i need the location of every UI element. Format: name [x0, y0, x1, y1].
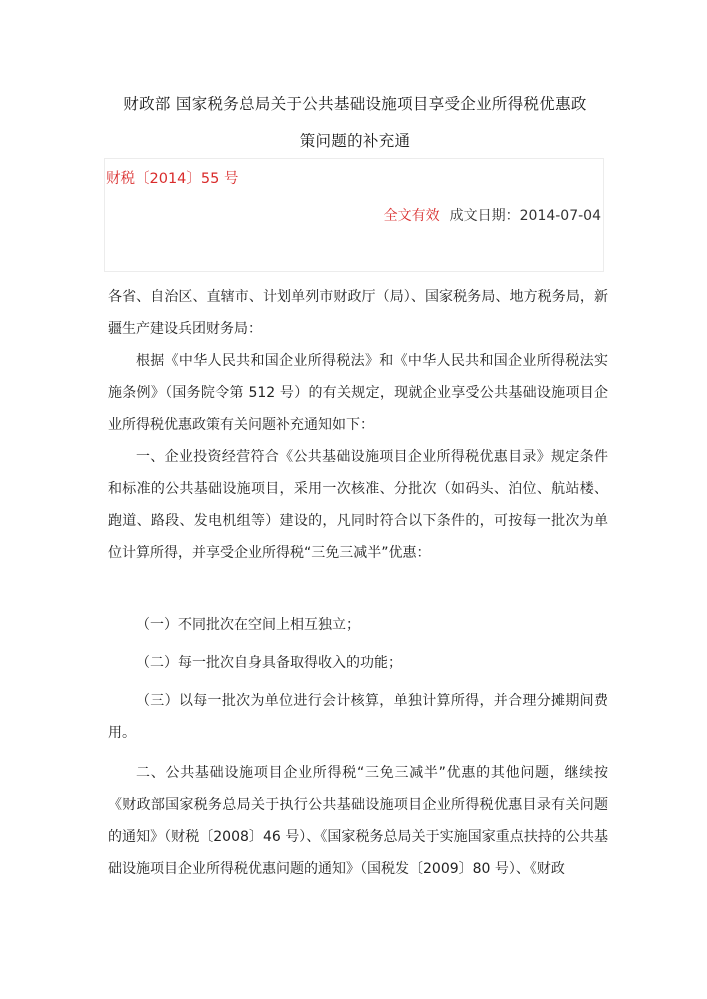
condition-1: （一）不同批次在空间上相互独立；: [136, 617, 360, 633]
date-label: 成文日期：: [449, 208, 520, 224]
status-badge: 全文有效: [383, 208, 440, 224]
document-title-line1: 财政部 国家税务总局关于公共基础设施项目享受企业所得税优惠政: [123, 95, 587, 113]
status-row: [384, 209, 601, 223]
addressee-paragraph: 各省、自治区、直辖市、计划单列市财政厅（局）、国家税务局、地方税务局，新疆生产建设兵团财务局：: [108, 289, 608, 337]
section1-paragraph: 一、企业投资经营符合《公共基础设施项目企业所得税优惠目录》规定条件和标准的公共基础设施项目，采用一次核准、分批次（如码头、泊位、航站楼、跑道、路段、发电机组等）建设的，凡同时符合以下条件的，可按每一批次为单位计算所得，并享受企业所得税“三免三减半”优惠：: [108, 449, 608, 561]
condition-3: （三）以每一批次为单位进行会计核算，单独计算所得，并合理分摊期间费用。: [108, 693, 608, 741]
date-value: 2014-07-04: [519, 208, 601, 224]
document-title-line2: 策问题的补充通: [299, 132, 411, 150]
section2-paragraph: 二、公共基础设施项目企业所得税“三免三减半”优惠的其他问题，继续按《财政部国家税务总局关于执行公共基础设施项目企业所得税优惠目录有关问题的通知》（财税〔2008〕46 号）、《国家税务总局关于实施国家重点扶持的公共基础设施项目企业所得税优惠问题的通知》（国税发〔2009〕80 号）、《财政: [108, 765, 608, 877]
condition-2: （二）每一批次自身具备取得收入的功能；: [136, 655, 402, 671]
intro-paragraph: 根据《中华人民共和国企业所得税法》和《中华人民共和国企业所得税法实施条例》（国务院令第 512 号）的有关规定，现就企业享受公共基础设施项目企业所得税优惠政策有关问题补充通知如下：: [108, 353, 608, 433]
document-number: 财税〔2014〕55 号: [106, 171, 239, 187]
